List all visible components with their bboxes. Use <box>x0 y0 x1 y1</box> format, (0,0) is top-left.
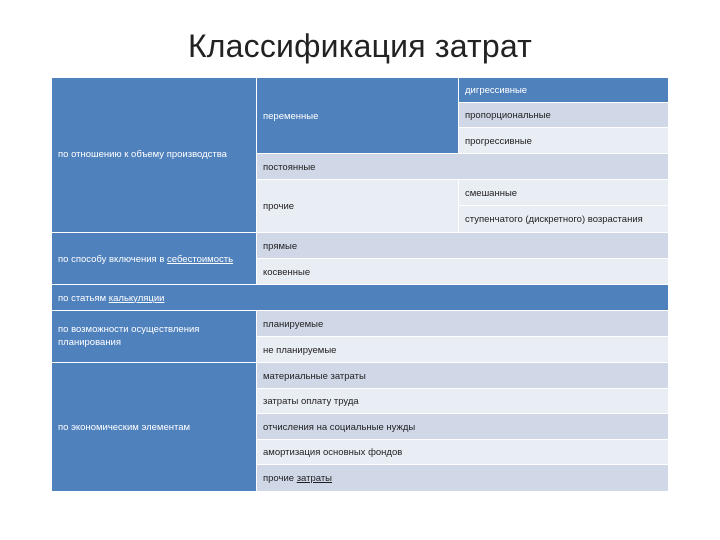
group-economic <box>52 363 257 491</box>
divider <box>257 336 668 337</box>
volume-other-label: прочие <box>263 201 295 212</box>
divider <box>257 439 668 440</box>
page-title: Классификация затрат <box>187 28 533 64</box>
group-calc-items <box>52 285 668 311</box>
group-planning <box>52 311 257 363</box>
volume-other <box>257 180 459 233</box>
volume-stepwise-label: ступенчатого (дискретного) возрастания <box>465 214 643 225</box>
group-cost-inclusion-prefix: по способу включения в <box>58 253 168 265</box>
volume-progressive <box>459 128 668 154</box>
volume-progressive-label: прогрессивные <box>465 135 532 147</box>
volume-fixed-label: постоянные <box>263 161 316 173</box>
divider <box>257 179 668 180</box>
economic-other-prefix: прочие <box>263 472 297 484</box>
volume-degressive <box>459 78 668 103</box>
economic-materials <box>257 363 668 389</box>
divider <box>257 388 668 389</box>
economic-social <box>257 414 668 440</box>
economic-depreciation <box>257 440 668 465</box>
volume-proportional <box>459 103 668 128</box>
inclusion-direct <box>257 233 668 259</box>
volume-mixed <box>459 180 668 206</box>
inclusion-indirect-label: косвенные <box>263 266 311 278</box>
group-calc-items-label <box>58 293 164 304</box>
economic-social-label: отчисления на социальные нужды <box>263 421 416 433</box>
divider <box>52 284 668 285</box>
inclusion-indirect <box>257 259 668 285</box>
divider <box>459 205 668 206</box>
group-cost-inclusion-label <box>58 254 233 265</box>
divider <box>458 78 459 154</box>
group-planning-label: по возможности осуществления планирования <box>58 324 200 348</box>
divider <box>52 232 668 233</box>
volume-stepwise <box>459 206 668 233</box>
economic-depreciation-label: амортизация основных фондов <box>263 447 403 458</box>
divider <box>257 413 668 414</box>
economic-materials-label: материальные затраты <box>263 370 366 382</box>
economic-other-label <box>263 473 332 484</box>
calculation-link[interactable]: калькуляции <box>108 292 165 304</box>
divider <box>52 362 668 363</box>
planning-planned-label: планируемые <box>263 318 324 330</box>
planning-unplanned-label: не планируемые <box>263 344 337 356</box>
economic-other <box>257 465 668 491</box>
economic-labor-label: затраты оплату труда <box>263 396 359 407</box>
divider <box>257 153 668 154</box>
volume-proportional-label: пропорциональные <box>465 110 551 121</box>
divider <box>257 464 668 465</box>
volume-degressive-label: дигрессивные <box>465 85 528 96</box>
group-calc-items-prefix: по статьям <box>58 292 109 304</box>
divider <box>52 310 668 311</box>
divider <box>459 102 668 103</box>
inclusion-direct-label: прямые <box>263 240 298 252</box>
divider <box>257 258 668 259</box>
divider <box>256 78 257 285</box>
cost-link[interactable]: себестоимость <box>167 253 234 265</box>
group-cost-inclusion <box>52 233 257 285</box>
group-volume <box>52 78 257 233</box>
costs-link[interactable]: затраты <box>296 472 333 484</box>
economic-labor <box>257 389 668 414</box>
divider <box>458 180 459 233</box>
volume-mixed-label: смешанные <box>465 187 518 199</box>
group-economic-label: по экономическим элементам <box>58 421 191 433</box>
divider <box>459 127 668 128</box>
volume-variable <box>257 78 459 154</box>
volume-variable-label: переменные <box>263 110 319 122</box>
planning-planned <box>257 311 668 337</box>
planning-unplanned <box>257 337 668 363</box>
volume-fixed <box>257 154 668 180</box>
group-volume-label: по отношению к объему производства <box>58 149 227 161</box>
